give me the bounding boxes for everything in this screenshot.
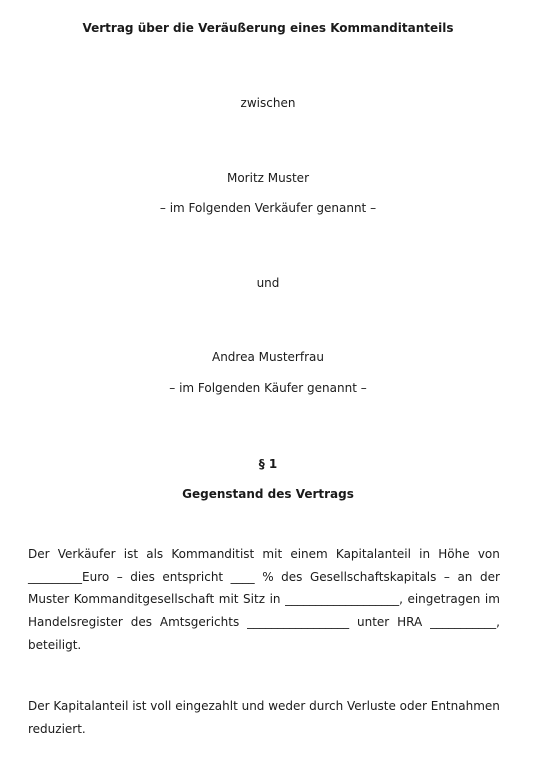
word: Verkäufer: [57, 547, 116, 561]
word: mit: [262, 547, 283, 561]
word: Sitz: [243, 592, 266, 607]
word: im: [484, 592, 500, 607]
word: unter: [356, 615, 390, 630]
word: mit: [218, 592, 239, 607]
word: durch: [309, 699, 344, 713]
word: voll: [150, 699, 172, 713]
word: eingetragen: [407, 592, 481, 607]
word: einem: [290, 547, 328, 561]
word: _________Euro: [28, 569, 110, 584]
paragraph-line: [28, 566, 500, 589]
paragraph-2: [28, 695, 500, 740]
paragraph-line: [28, 543, 500, 566]
word: Amtsgerichts: [159, 615, 240, 630]
word: von: [477, 547, 500, 561]
document-title: Vertrag über die Veräußerung eines Kommanditanteils: [82, 21, 454, 35]
word: dies: [130, 569, 155, 584]
paragraph-line: [28, 588, 500, 611]
word: ist: [123, 547, 139, 561]
paragraph-1: [28, 543, 500, 657]
word: Entnahmen: [430, 699, 500, 713]
word: Kommanditist: [171, 547, 255, 561]
word: in: [269, 592, 281, 607]
word: Höhe: [438, 547, 470, 561]
word: reduziert.: [28, 721, 86, 736]
word: des: [130, 615, 153, 630]
word: ist: [132, 699, 147, 713]
paragraph-line: [28, 695, 500, 718]
word: Verluste: [347, 699, 396, 713]
word: Kapitalanteil: [335, 547, 411, 561]
word: Muster: [28, 592, 70, 607]
section-title: Gegenstand des Vertrags: [182, 487, 354, 501]
and-text: und: [256, 276, 280, 290]
word: an: [457, 569, 473, 584]
word: weder: [268, 699, 306, 713]
word: der: [479, 569, 500, 584]
word: –: [116, 569, 123, 584]
word: Der: [28, 699, 50, 713]
word: Der: [28, 547, 50, 561]
word: entspricht: [162, 569, 224, 584]
word: beteiligt.: [28, 637, 82, 652]
word: %: [262, 569, 274, 584]
word: –: [443, 569, 450, 584]
seller-name: Moritz Muster: [226, 171, 309, 185]
paragraph-line: [28, 611, 500, 634]
word: als: [146, 547, 164, 561]
word: Kommanditgesellschaft: [73, 592, 215, 607]
word: Gesellschaftskapitals: [309, 569, 437, 584]
word: in: [419, 547, 431, 561]
buyer-role: – im Folgenden Käufer genannt –: [169, 381, 367, 395]
word: ___________,: [430, 615, 500, 630]
word: HRA: [397, 615, 423, 630]
word: und: [241, 699, 265, 713]
paragraph-line: [28, 634, 500, 657]
word: _________________: [247, 615, 350, 630]
word: oder: [399, 699, 427, 713]
section-number: § 1: [258, 457, 278, 471]
seller-role: – im Folgenden Verkäufer genannt –: [159, 201, 377, 215]
word: Handelsregister: [28, 615, 123, 630]
buyer-name: Andrea Musterfrau: [211, 350, 324, 364]
word: eingezahlt: [175, 699, 238, 713]
word: ___________________,: [285, 592, 403, 607]
paragraph-line: [28, 718, 500, 741]
word: ____: [230, 569, 255, 584]
between-text: zwischen: [240, 96, 296, 110]
word: des: [281, 569, 303, 584]
word: Kapitalanteil: [53, 699, 129, 713]
